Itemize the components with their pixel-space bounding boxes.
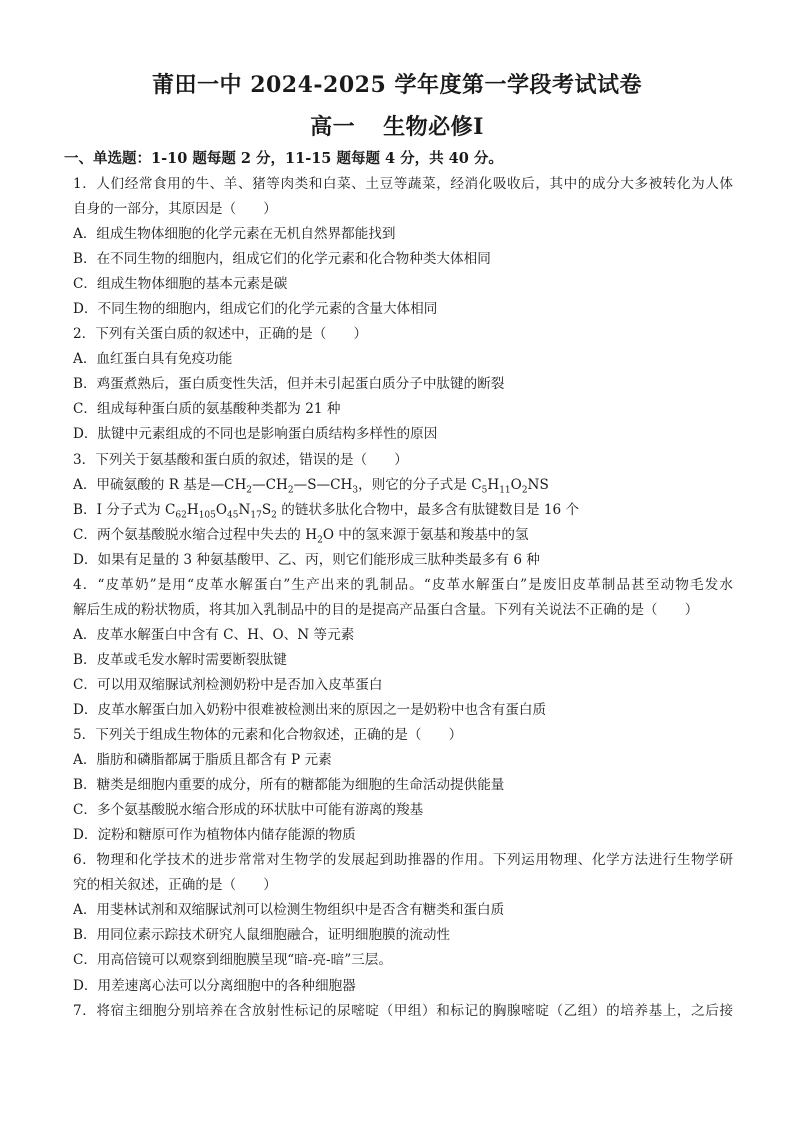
question-5-option-b: B．糖类是细胞内重要的成分，所有的糖都能为细胞的生命活动提供能量 bbox=[73, 777, 505, 794]
question-7-stem: 7．将宿主细胞分别培养在含放射性标记的尿嘧啶（甲组）和标记的胸腺嘧啶（乙组）的培养基上，之后接 bbox=[73, 1002, 733, 1019]
question-3-option-c: C．两个氨基酸脱水缩合过程中失去的 $H_2O$ 中的氢来源于氨基和羧基中的氢 bbox=[73, 526, 529, 546]
question-5-stem: 5．下列关于组成生物体的元素和化合物叙述，正确的是（ ） bbox=[73, 727, 463, 744]
question-4-option-a: A．皮革水解蛋白中含有 C、H、O、N 等元素 bbox=[73, 626, 355, 643]
question-3-option-a: A．甲硫氨酸的 R 基是$—CH_2—CH_2—S—CH_3$，则它的分子式是 $C_5H_{11}O_2NS$ bbox=[73, 476, 549, 496]
question-6-option-d: D．用差速离心法可以分离细胞中的各种细胞器 bbox=[73, 977, 356, 994]
question-6-stem: 6．物理和化学技术的进步常常对生物学的发展起到助推器的作用。下列运用物理、化学方法进行生物学研 bbox=[73, 852, 733, 869]
question-1-option-a: A．组成生物体细胞的化学元素在无机自然界都能找到 bbox=[73, 226, 396, 243]
question-2-option-d: D．肽键中元素组成的不同也是影响蛋白质结构多样性的原因 bbox=[73, 426, 438, 443]
question-4-option-c: C．可以用双缩脲试剂检测奶粉中是否加入皮革蛋白 bbox=[73, 676, 383, 693]
question-6-option-a: A．用斐林试剂和双缩脲试剂可以检测生物组织中是否含有糖类和蛋白质 bbox=[73, 902, 505, 919]
question-1-option-c: C．组成生物体细胞的基本元素是碳 bbox=[73, 276, 288, 293]
exam-subtitle bbox=[0, 110, 794, 141]
question-5-option-d: D．淀粉和糖原可作为植物体内储存能源的物质 bbox=[73, 827, 356, 844]
question-6-stem-cont: 究的相关叙述，正确的是（ ） bbox=[73, 877, 277, 894]
question-4-stem-cont: 解后生成的粉状物质，将其加入乳制品中的目的是提高产品蛋白含量。下列有关说法不正确的是（ ） bbox=[73, 601, 699, 618]
question-1-stem-cont: 自身的一部分，其原因是（ ） bbox=[73, 201, 277, 218]
subject-label: 生物必修Ⅰ bbox=[383, 114, 484, 140]
section-heading: 一、单选题：1-10 题每题 2 分，11-15 题每题 4 分，共 40 分。 bbox=[64, 150, 503, 167]
question-1-option-d: D．不同生物的细胞内，组成它们的化学元素的含量大体相同 bbox=[73, 301, 438, 318]
question-3-option-b: B．I 分子式为 $C_{62}H_{105}O_{45}N_{17}S_2$ 的链状多肽化合物中，最多含有肽键数目是 16 个 bbox=[73, 501, 580, 521]
question-4-option-d: D．皮革水解蛋白加入奶粉中很难被检测出来的原因之一是奶粉中也含有蛋白质 bbox=[73, 701, 547, 718]
question-4-stem: 4．“皮革奶”是用“皮革水解蛋白”生产出来的乳制品。“皮革水解蛋白”是废旧皮革制品甚至动物毛发水 bbox=[73, 576, 733, 593]
question-2-option-a: A．血红蛋白具有免疫功能 bbox=[73, 351, 233, 368]
question-2-option-b: B．鸡蛋煮熟后，蛋白质变性失活，但并未引起蛋白质分子中肽键的断裂 bbox=[73, 376, 505, 393]
question-2-stem: 2．下列有关蛋白质的叙述中，正确的是（ ） bbox=[73, 326, 368, 343]
exam-title: 莆田一中 2024-2025 学年度第一学段考试试卷 bbox=[152, 72, 642, 98]
question-list bbox=[73, 172, 733, 1024]
question-3-option-d: D．如果有足量的 3 种氨基酸甲、乙、丙，则它们能形成三肽种类最多有 6 种 bbox=[73, 551, 540, 568]
question-6-option-b: B．用同位素示踪技术研究人鼠细胞融合，证明细胞膜的流动性 bbox=[73, 927, 451, 944]
question-2-option-c: C．组成每种蛋白质的氨基酸种类都为 21 种 bbox=[73, 401, 341, 418]
question-4-option-b: B．皮革或毛发水解时需要断裂肽键 bbox=[73, 651, 287, 668]
question-6-option-c: C．用高倍镜可以观察到细胞膜呈现“暗-亮-暗”三层。 bbox=[73, 952, 392, 969]
question-1-stem: 1．人们经常食用的牛、羊、猪等肉类和白菜、土豆等蔬菜，经消化吸收后，其中的成分大多被转化为人体 bbox=[73, 176, 733, 192]
question-5-option-a: A．脂肪和磷脂都属于脂质且都含有 P 元素 bbox=[73, 752, 332, 769]
question-1-option-b: B．在不同生物的细胞内，组成它们的化学元素和化合物种类大体相同 bbox=[73, 251, 491, 268]
grade-label: 高一 bbox=[310, 114, 356, 140]
question-3-stem: 3．下列关于氨基酸和蛋白质的叙述，错误的是（ ） bbox=[73, 451, 408, 468]
question-5-option-c: C．多个氨基酸脱水缩合形成的环状肽中可能有游离的羧基 bbox=[73, 802, 424, 819]
